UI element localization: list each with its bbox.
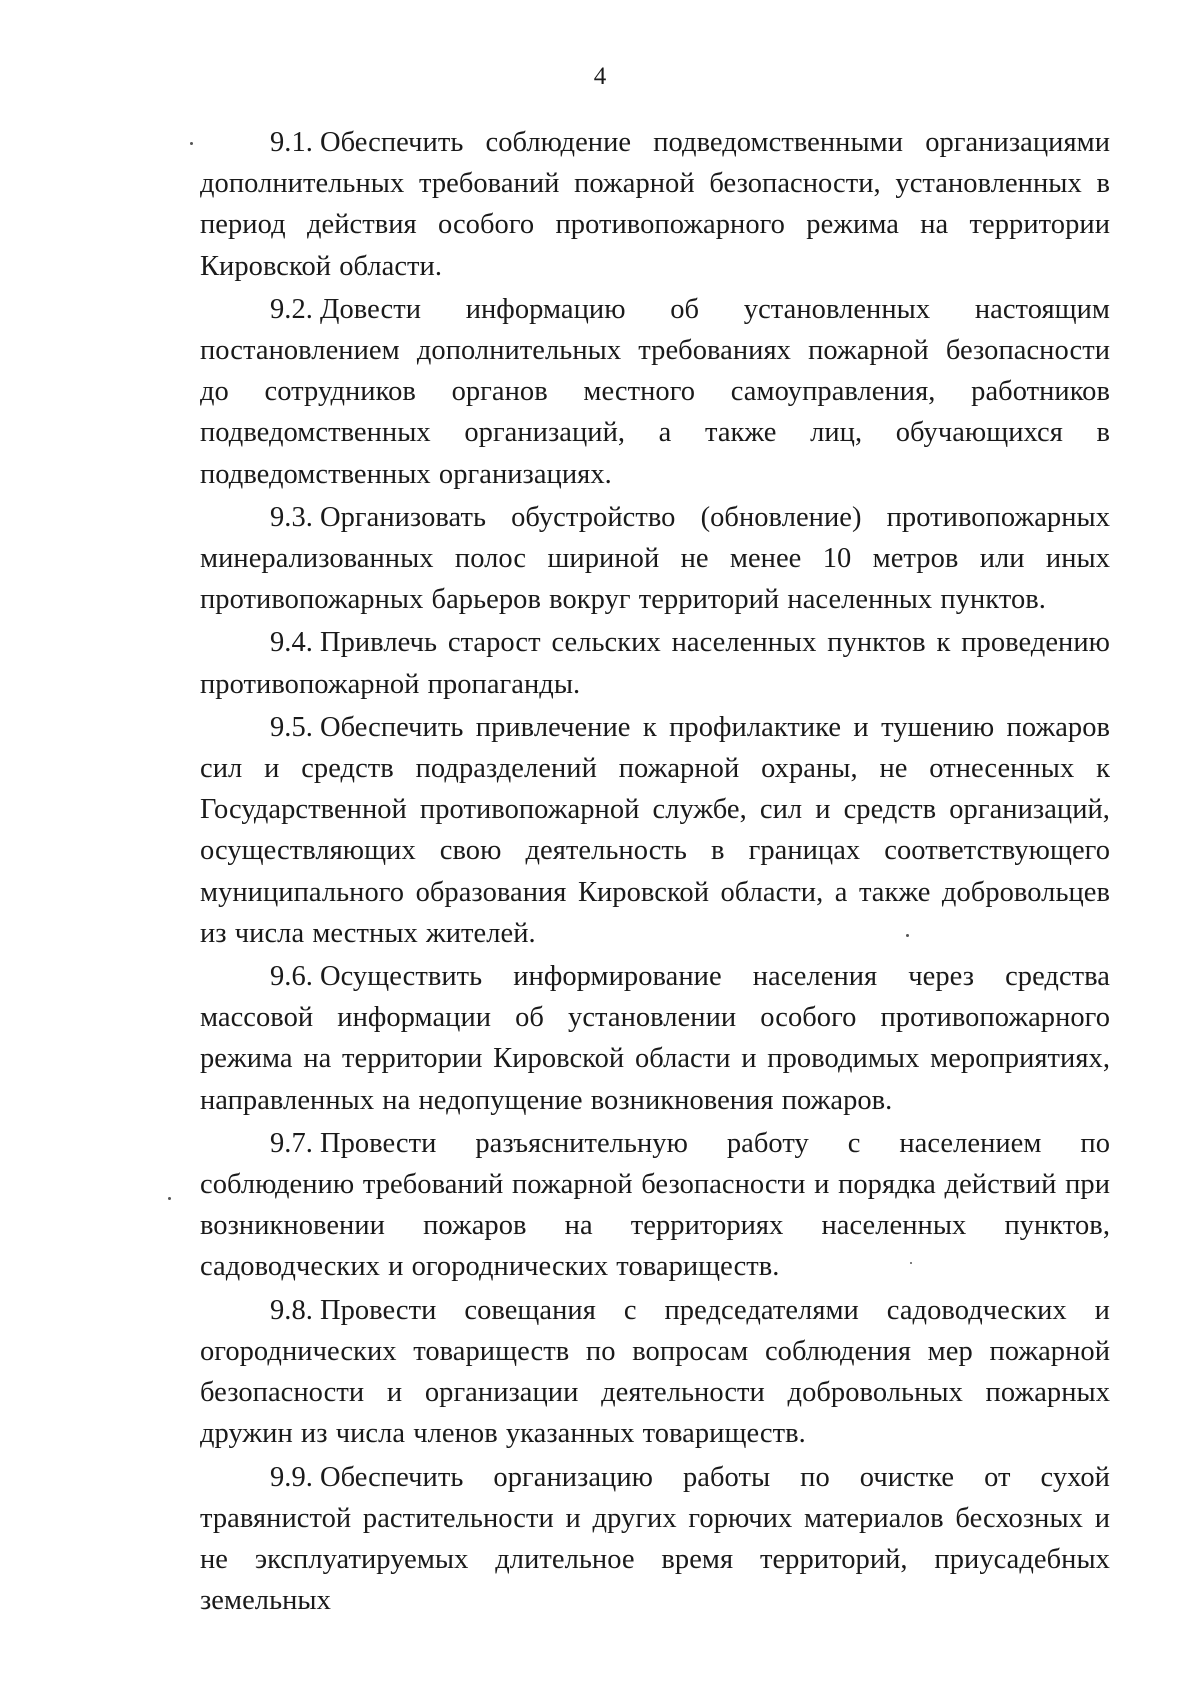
- paragraph-9-1: [200, 122, 1110, 287]
- document-body: [200, 122, 1110, 1623]
- paragraph-number: 9.5.: [270, 711, 313, 743]
- paragraph-text: Провести разъяснительную работу с населением по соблюдению требований пожарной безопасности и порядка действий при возникновении пожаров на территориях населенных пунктов, садоводческих и огороднических товариществ.: [200, 1127, 1110, 1283]
- scan-speck: [906, 934, 909, 937]
- paragraph-text: Довести информацию об установленных настоящим постановлением дополнительных требованиях пожарной безопасности до сотрудников органов местного самоуправления, работников подведомственных организаций, а также лиц, обучающихся в подведомственных организациях.: [200, 293, 1110, 490]
- paragraph-text: Обеспечить привлечение к профилактике и тушению пожаров сил и средств подразделений пожарной охраны, не отнесенных к Государственной противопожарной службе, сил и средств организаций, осуществляющих свою деятельность в границах соответствующего муниципального образования Кировской области, а также добровольцев из числа местных жителей.: [200, 711, 1110, 949]
- paragraph-text: Обеспечить организацию работы по очистке от сухой травянистой растительности и других горючих материалов бесхозных и не эксплуатируемых длительное время территорий, приусадебных земельных: [200, 1461, 1110, 1617]
- paragraph-9-4: [200, 622, 1110, 704]
- paragraph-text: Организовать обустройство (обновление) противопожарных минерализованных полос шириной не менее 10 метров или иных противопожарных барьеров вокруг территорий населенных пунктов.: [200, 501, 1110, 616]
- paragraph-9-7: [200, 1123, 1110, 1288]
- paragraph-text: Провести совещания с председателями садоводческих и огороднических товариществ по вопросам соблюдения мер пожарной безопасности и организации деятельности добровольных пожарных дружин из числа членов указанных товариществ.: [200, 1294, 1110, 1450]
- paragraph-number: 9.1.: [270, 127, 313, 158]
- paragraph-number: 9.3.: [270, 501, 313, 533]
- paragraph-text: Обеспечить соблюдение подведомственными организациями дополнительных требований пожарной безопасности, установленных в период действия особого противопожарного режима на территории Кировской области.: [200, 127, 1110, 282]
- paragraph-text: Привлечь старост сельских населенных пунктов к проведению противопожарной пропаганды.: [200, 627, 1110, 700]
- scan-speck: [190, 142, 193, 145]
- paragraph-9-9: [200, 1457, 1110, 1622]
- paragraph-9-2: [200, 289, 1110, 495]
- paragraph-9-5: [200, 707, 1110, 954]
- paragraph-number: 9.6.: [270, 961, 313, 993]
- scan-speck: [168, 1197, 171, 1200]
- paragraph-9-3: [200, 497, 1110, 621]
- paragraph-number: 9.4.: [270, 627, 313, 659]
- paragraph-9-6: [200, 956, 1110, 1121]
- paragraph-number: 9.2.: [270, 293, 313, 325]
- paragraph-9-8: [200, 1290, 1110, 1455]
- paragraph-number: 9.9.: [270, 1461, 313, 1493]
- paragraph-number: 9.8.: [270, 1294, 313, 1326]
- scan-speck: [910, 1262, 912, 1264]
- page-number: 4: [593, 63, 607, 90]
- paragraph-number: 9.7.: [270, 1127, 313, 1159]
- paragraph-text: Осуществить информирование населения через средства массовой информации об установлении особого противопожарного режима на территории Кировской области и проводимых мероприятиях, направленных на недопущение возникновения пожаров.: [200, 961, 1110, 1116]
